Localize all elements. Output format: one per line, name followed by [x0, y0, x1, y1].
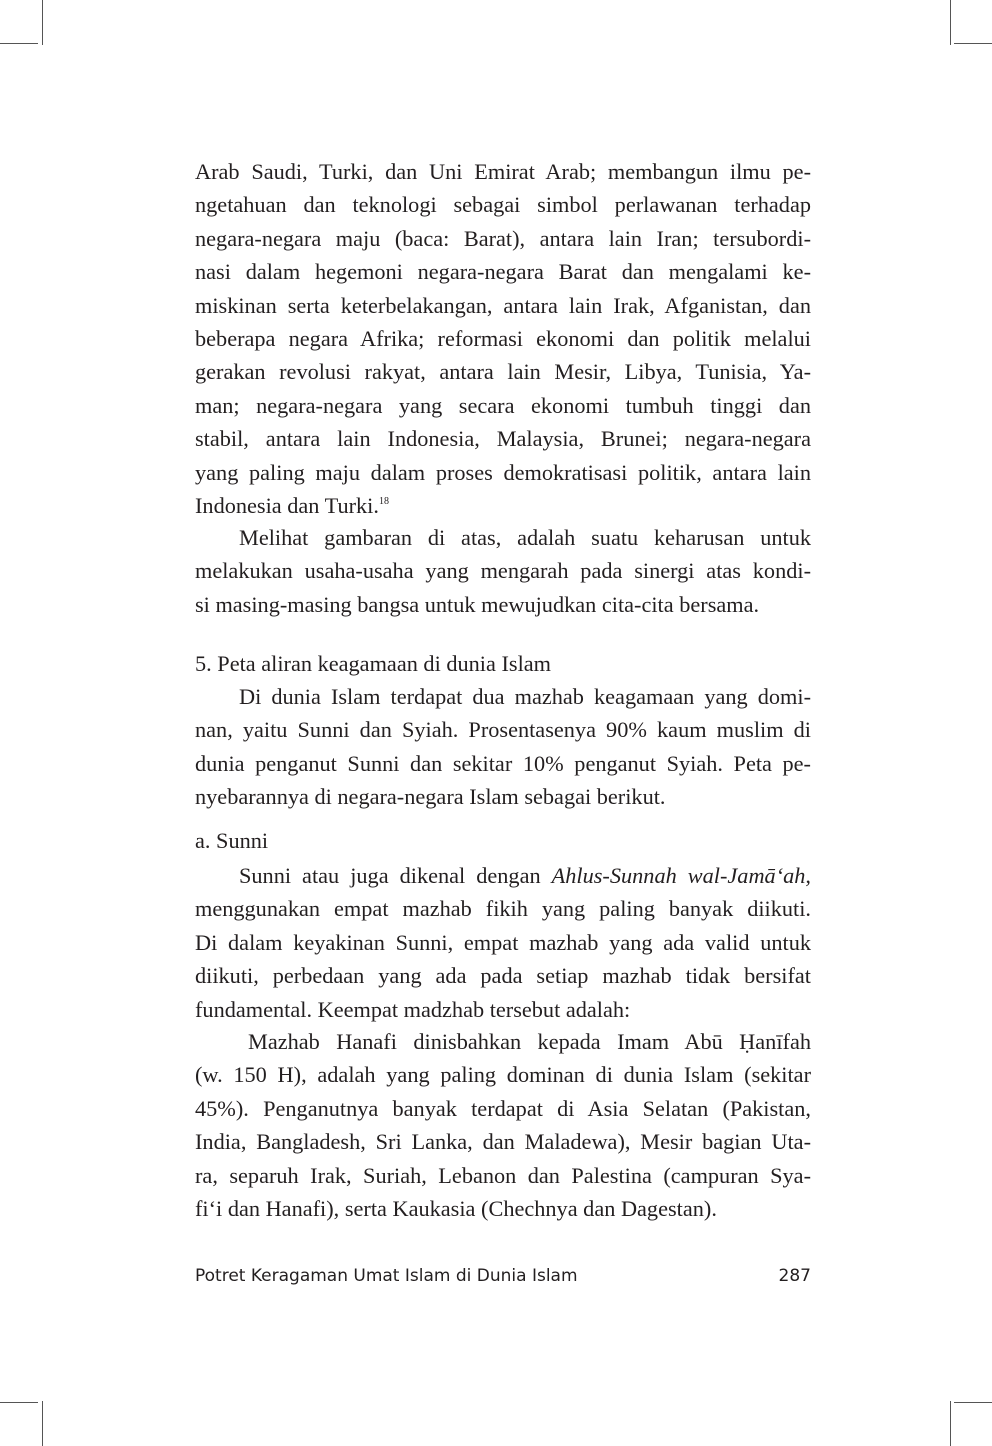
- text: Mazhab Hanafi dinisbahkan kepada Imam Abū Ḥanīfah: [248, 1029, 811, 1054]
- page-number: 287: [778, 1266, 811, 1286]
- text-line: [195, 713, 811, 746]
- paragraph-melihat: [195, 521, 811, 621]
- text: si masing-masing bangsa untuk mewujudkan cita-cita bersama.: [195, 591, 760, 617]
- text-line: [195, 489, 811, 522]
- text: Sunni atau juga dikenal dengan: [239, 863, 552, 888]
- text: menggunakan empat mazhab fikih yang paling banyak diikuti.: [195, 896, 811, 922]
- text: nyebarannya di negara-negara Islam sebagai berikut.: [195, 784, 666, 810]
- paragraph-sunni: [195, 859, 811, 1026]
- text: 5. Peta aliran keagamaan di dunia Islam: [195, 651, 551, 676]
- text-line: [195, 521, 811, 554]
- text: 45%). Penganutnya banyak terdapat di Asia Selatan (Pakistan,: [195, 1095, 811, 1121]
- text: nasi dalam hegemoni negara-negara Barat dan mengalami ke-: [195, 259, 811, 285]
- text: man; negara-negara yang secara ekonomi tumbuh tinggi dan: [195, 392, 811, 418]
- crop-mark: [0, 43, 38, 44]
- text: beberapa negara Afrika; reformasi ekonomi dan politik melalui: [195, 325, 811, 351]
- text: India, Bangladesh, Sri Lanka, dan Maladewa), Mesir bagian Uta-: [195, 1129, 811, 1155]
- text-line: [195, 155, 811, 188]
- text: nan, yaitu Sunni dan Syiah. Prosentasenya 90% kaum muslim di: [195, 717, 811, 743]
- footnote-marker[interactable]: 18: [378, 495, 389, 507]
- paragraph-sunni-syiah: [195, 680, 811, 814]
- text: fundamental. Keempat madzhab tersebut adalah:: [195, 996, 631, 1022]
- text: ra, separuh Irak, Suriah, Lebanon dan Palestina (campuran Sya-: [195, 1162, 811, 1188]
- text-line: [195, 389, 811, 422]
- text-line: [195, 1092, 811, 1125]
- crop-mark: [950, 0, 951, 45]
- section-heading-5: [195, 647, 811, 680]
- text-line: [195, 747, 811, 780]
- crop-mark: [954, 1402, 992, 1403]
- text-line: [195, 1159, 811, 1192]
- subheading-sunni: [195, 824, 811, 857]
- crop-mark: [42, 1401, 43, 1446]
- text: Indonesia dan Turki.: [195, 492, 379, 518]
- text: Arab Saudi, Turki, dan Uni Emirat Arab; membangun ilmu pe-: [195, 159, 811, 184]
- text-line: [195, 222, 811, 255]
- text-line: [195, 322, 811, 355]
- text: negara-negara maju (baca: Barat), antara lain Iran; tersubordi-: [195, 225, 811, 251]
- text: Melihat gambaran di atas, adalah suatu keharusan untuk: [239, 525, 811, 550]
- text-line: [195, 456, 811, 489]
- italic-term: Ahlus-Sunnah wal-Jamā‘ah,: [551, 863, 811, 888]
- crop-mark: [954, 43, 992, 44]
- text: yang paling maju dalam proses demokratisasi politik, antara lain: [195, 459, 811, 485]
- crop-mark: [0, 1402, 38, 1403]
- text: Di dunia Islam terdapat dua mazhab keagamaan yang domi-: [239, 684, 811, 709]
- text-line: [195, 959, 811, 992]
- running-footer: [195, 1266, 811, 1286]
- text: miskinan serta keterbelakangan, antara lain Irak, Afganistan, dan: [195, 292, 811, 318]
- text-line: [195, 1058, 811, 1091]
- text-line: [195, 926, 811, 959]
- text: melakukan usaha-usaha yang mengarah pada sinergi atas kondi-: [195, 558, 811, 584]
- text-line: [195, 588, 811, 621]
- text-line: [195, 859, 811, 892]
- text: gerakan revolusi rakyat, antara lain Mesir, Libya, Tunisia, Ya-: [195, 359, 811, 385]
- text-line: [195, 1125, 811, 1158]
- text: Di dalam keyakinan Sunni, empat mazhab yang ada valid untuk: [195, 929, 811, 955]
- text-line: [195, 680, 811, 713]
- text-line: [195, 355, 811, 388]
- text-line: [195, 647, 811, 680]
- text: diikuti, perbedaan yang ada pada setiap mazhab tidak bersifat: [195, 963, 811, 989]
- paragraph-continued: [195, 155, 811, 522]
- text: fi‘i dan Hanafi), serta Kaukasia (Chechnya dan Dagestan).: [195, 1195, 717, 1221]
- crop-mark: [950, 1401, 951, 1446]
- text-line: [195, 255, 811, 288]
- text-line: [195, 554, 811, 587]
- text-line: [195, 1192, 811, 1225]
- text: a. Sunni: [195, 828, 269, 853]
- text: (w. 150 H), adalah yang paling dominan di dunia Islam (sekitar: [195, 1062, 811, 1088]
- text-line: [195, 824, 811, 857]
- text: stabil, antara lain Indonesia, Malaysia, Brunei; negara-negara: [195, 426, 811, 452]
- text-line: [195, 892, 811, 925]
- text-line: [195, 1025, 811, 1058]
- crop-mark: [42, 0, 43, 45]
- text: dunia penganut Sunni dan sekitar 10% penganut Syiah. Peta pe-: [195, 750, 811, 776]
- paragraph-hanafi: [195, 1025, 811, 1225]
- text: ngetahuan dan teknologi sebagai simbol perlawanan terhadap: [195, 192, 811, 218]
- text-line: [195, 780, 811, 813]
- footer-book-title: Potret Keragaman Umat Islam di Dunia Islam: [195, 1266, 578, 1286]
- text-line: [195, 188, 811, 221]
- text-line: [195, 422, 811, 455]
- text-line: [195, 289, 811, 322]
- text-line: [195, 993, 811, 1026]
